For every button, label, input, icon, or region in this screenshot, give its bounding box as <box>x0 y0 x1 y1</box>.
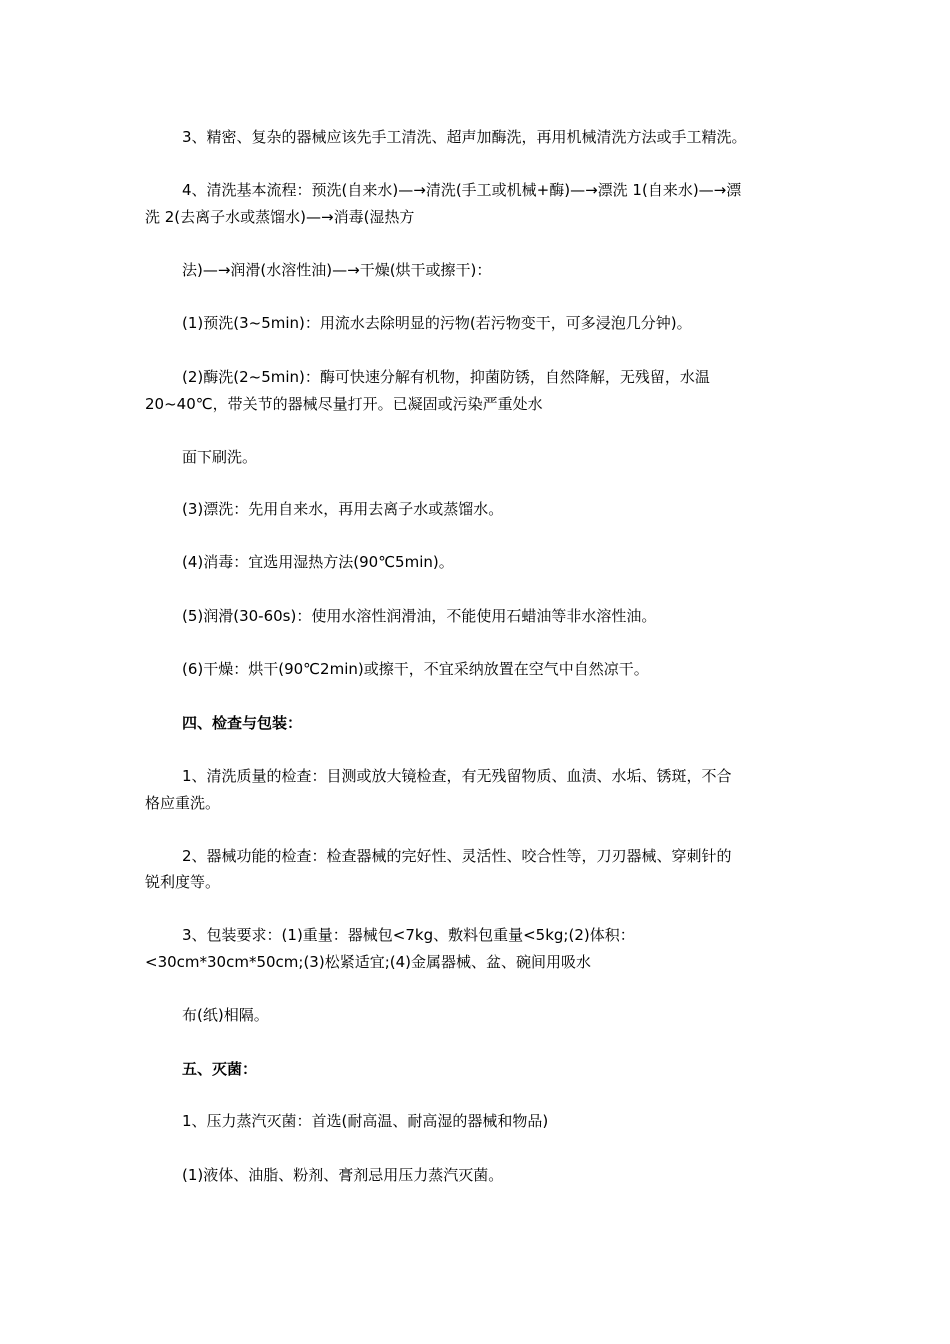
paragraph-cleaning-flow-line1: 4、清洗基本流程：预洗(自来水)—→清洗(手工或机械+酶)—→漂洗 1(自来水)—→漂 <box>182 181 742 199</box>
paragraph-steam-sterilization: 1、压力蒸汽灭菌：首选(耐高温、耐高湿的器械和物品) <box>182 1112 549 1130</box>
paragraph-cleaning-quality-line2: 格应重洗。 <box>145 794 221 812</box>
paragraph-packaging-cont: 布(纸)相隔。 <box>182 1006 269 1024</box>
paragraph-rinse: (3)漂洗：先用自来水，再用去离子水或蒸馏水。 <box>182 500 504 518</box>
paragraph-packaging-line2: <30cm*30cm*50cm;(3)松紧适宜;(4)金属器械、盆、碗间用吸水 <box>145 953 592 971</box>
paragraph-enzyme-wash-line2: 20~40℃，带关节的器械尽量打开。已凝固或污染严重处水 <box>145 395 543 413</box>
paragraph-steam-exclusions: (1)液体、油脂、粉剂、膏剂忌用压力蒸汽灭菌。 <box>182 1166 504 1184</box>
section-heading-inspection-packaging: 四、检查与包装： <box>182 714 303 732</box>
paragraph-function-check-line1: 2、器械功能的检查：检查器械的完好性、灵活性、咬合性等，刀刃器械、穿刺针的 <box>182 847 732 865</box>
section-heading-sterilization: 五、灭菌： <box>182 1060 258 1078</box>
paragraph-precision-instruments: 3、精密、复杂的器械应该先手工清洗、超声加酶洗，再用机械清洗方法或手工精洗。 <box>182 128 747 146</box>
paragraph-prewash: (1)预洗(3~5min)：用流水去除明显的污物(若污物变干，可多浸泡几分钟)。 <box>182 314 692 332</box>
paragraph-cleaning-flow-line2: 洗 2(去离子水或蒸馏水)—→消毒(湿热方 <box>145 208 415 226</box>
paragraph-enzyme-wash-line1: (2)酶洗(2~5min)：酶可快速分解有机物，抑菌防锈，自然降解，无残留，水温 <box>182 368 710 386</box>
paragraph-dry: (6)干燥：烘干(90℃2min)或擦干，不宜采纳放置在空气中自然凉干。 <box>182 660 649 678</box>
paragraph-enzyme-wash-cont: 面下刷洗。 <box>182 448 258 466</box>
paragraph-disinfect: (4)消毒：宜选用湿热方法(90℃5min)。 <box>182 553 454 571</box>
paragraph-lubricate: (5)润滑(30-60s)：使用水溶性润滑油，不能使用石蜡油等非水溶性油。 <box>182 607 657 625</box>
paragraph-cleaning-flow-cont: 法)—→润滑(水溶性油)—→干燥(烘干或擦干)： <box>182 261 492 279</box>
paragraph-cleaning-quality-line1: 1、清洗质量的检查：目测或放大镜检查，有无残留物质、血渍、水垢、锈斑，不合 <box>182 767 732 785</box>
paragraph-packaging-line1: 3、包装要求：(1)重量：器械包<7kg、敷料包重量<5kg;(2)体积： <box>182 926 635 944</box>
paragraph-function-check-line2: 锐利度等。 <box>145 873 221 891</box>
